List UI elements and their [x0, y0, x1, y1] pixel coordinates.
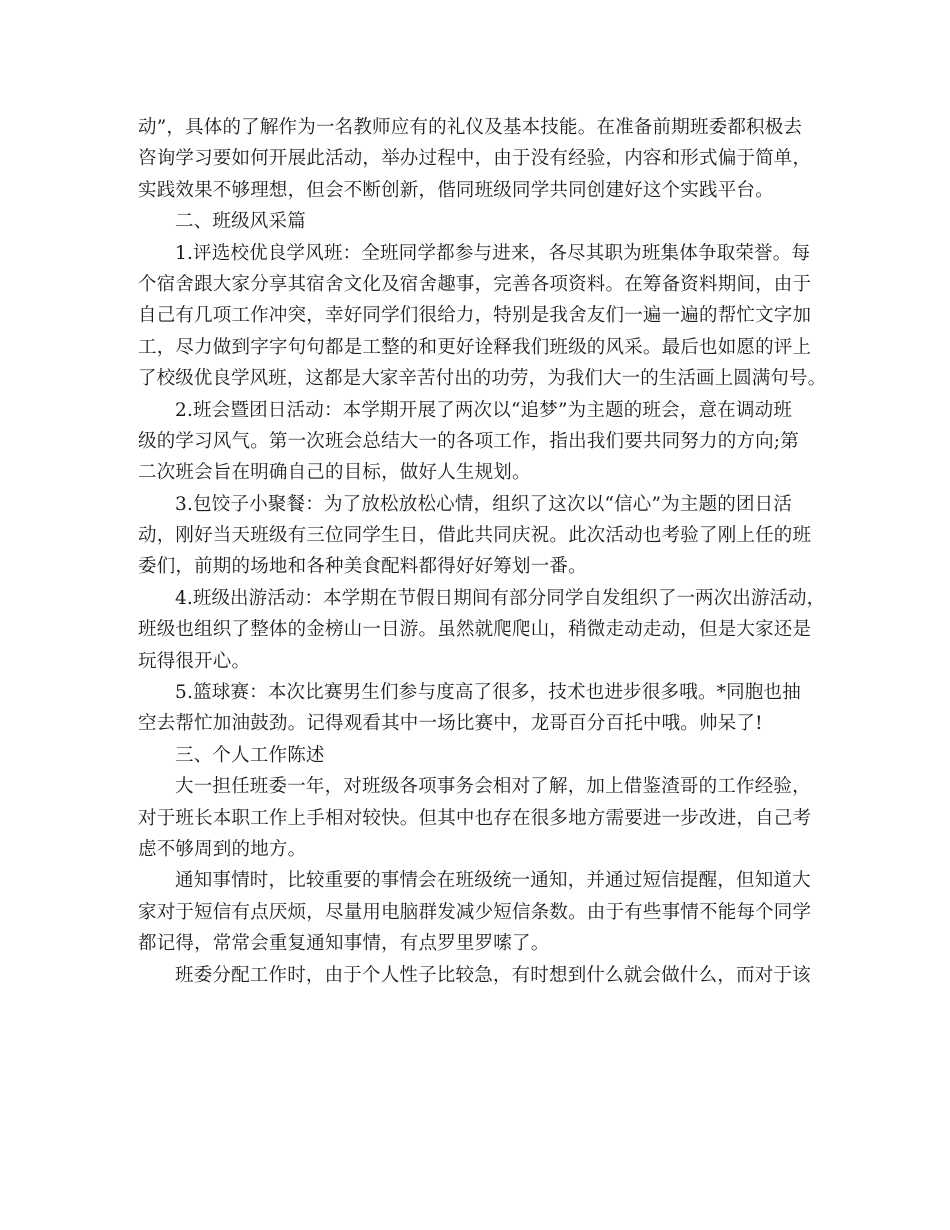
text-line: 委们，前期的场地和各种美食配料都得好好筹划一番。 [138, 556, 587, 578]
text-line: 空去帮忙加油鼓劲。记得观看其中一场比赛中，龙哥百分百托中哦。帅呆了! [138, 713, 763, 735]
text-line: 对于班长本职工作上手相对较快。但其中也存在很多地方需要进一步改进，自己考 [138, 807, 812, 829]
text-line: 动，刚好当天班级有三位同学生日，借此共同庆祝。此次活动也考验了刚上任的班 [138, 525, 812, 547]
text-line: 班级也组织了整体的金榜山一日游。虽然就爬爬山，稍微走动走动，但是大家还是 [138, 619, 812, 641]
text-line: 级的学习风气。第一次班会总结大一的各项工作，指出我们要共同努力的方向;第 [138, 430, 799, 452]
text-line: 自己有几项工作冲突，幸好同学们很给力，特别是我舍友们一遍一遍的帮忙文字加 [138, 305, 812, 327]
text-line: 二次班会旨在明确自己的目标，做好人生规划。 [138, 462, 531, 484]
text-line: 玩得很开心。 [138, 650, 251, 672]
text-line: 2.班会暨团日活动：本学期开展了两次以“追梦”为主题的班会，意在调动班 [175, 399, 793, 421]
text-line: 通知事情时，比较重要的事情会在班级统一通知，并通过短信提醒，但知道大 [175, 870, 811, 892]
text-line: 工，尽力做到字字句句都是工整的和更好诠释我们班级的风采。最后也如愿的评上 [138, 336, 812, 358]
text-line: 个宿舍跟大家分享其宿舍文化及宿舍趣事，完善各项资料。在筹备资料期间，由于 [138, 273, 812, 295]
text-line: 5.篮球赛：本次比赛男生们参与度高了很多，技术也进步很多哦。*同胞也抽 [175, 682, 801, 704]
section-heading: 二、班级风采篇 [175, 211, 306, 233]
text-line: 都记得，常常会重复通知事情，有点罗里罗嗦了。 [138, 933, 550, 955]
section-heading: 三、个人工作陈述 [175, 744, 325, 766]
document-body [138, 112, 828, 991]
text-line: 虑不够周到的地方。 [138, 838, 307, 860]
text-line: 家对于短信有点厌烦，尽量用电脑群发减少短信条数。由于有些事情不能每个同学 [138, 901, 812, 923]
text-line: 实践效果不够理想，但会不断创新，偕同班级同学共同创建好这个实践平台。 [138, 179, 774, 201]
text-line: 1.评选校优良学风班：全班同学都参与进来，各尽其职为班集体争取荣誉。每 [175, 242, 811, 264]
text-line: 动”，具体的了解作为一名教师应有的礼仪及基本技能。在准备前期班委都积极去 [138, 117, 803, 138]
text-line: 3.包饺子小聚餐：为了放松放松心情，组织了这次以“信心”为主题的团日活 [175, 493, 793, 515]
text-line: 咨询学习要如何开展此活动，举办过程中，由于没有经验，内容和形式偏于简单， [138, 148, 812, 170]
text-line: 4.班级出游活动：本学期在节假日期间有部分同学自发组织了一两次出游活动， [175, 587, 826, 609]
text-line: 大一担任班委一年，对班级各项事务会相对了解，加上借鉴渣哥的工作经验， [175, 776, 811, 798]
text-line: 班委分配工作时，由于个人性子比较急，有时想到什么就会做什么，而对于该 [175, 964, 811, 986]
text-line: 了校级优良学风班，这都是大家辛苦付出的功劳，为我们大一的生活画上圆满句号。 [138, 368, 827, 390]
